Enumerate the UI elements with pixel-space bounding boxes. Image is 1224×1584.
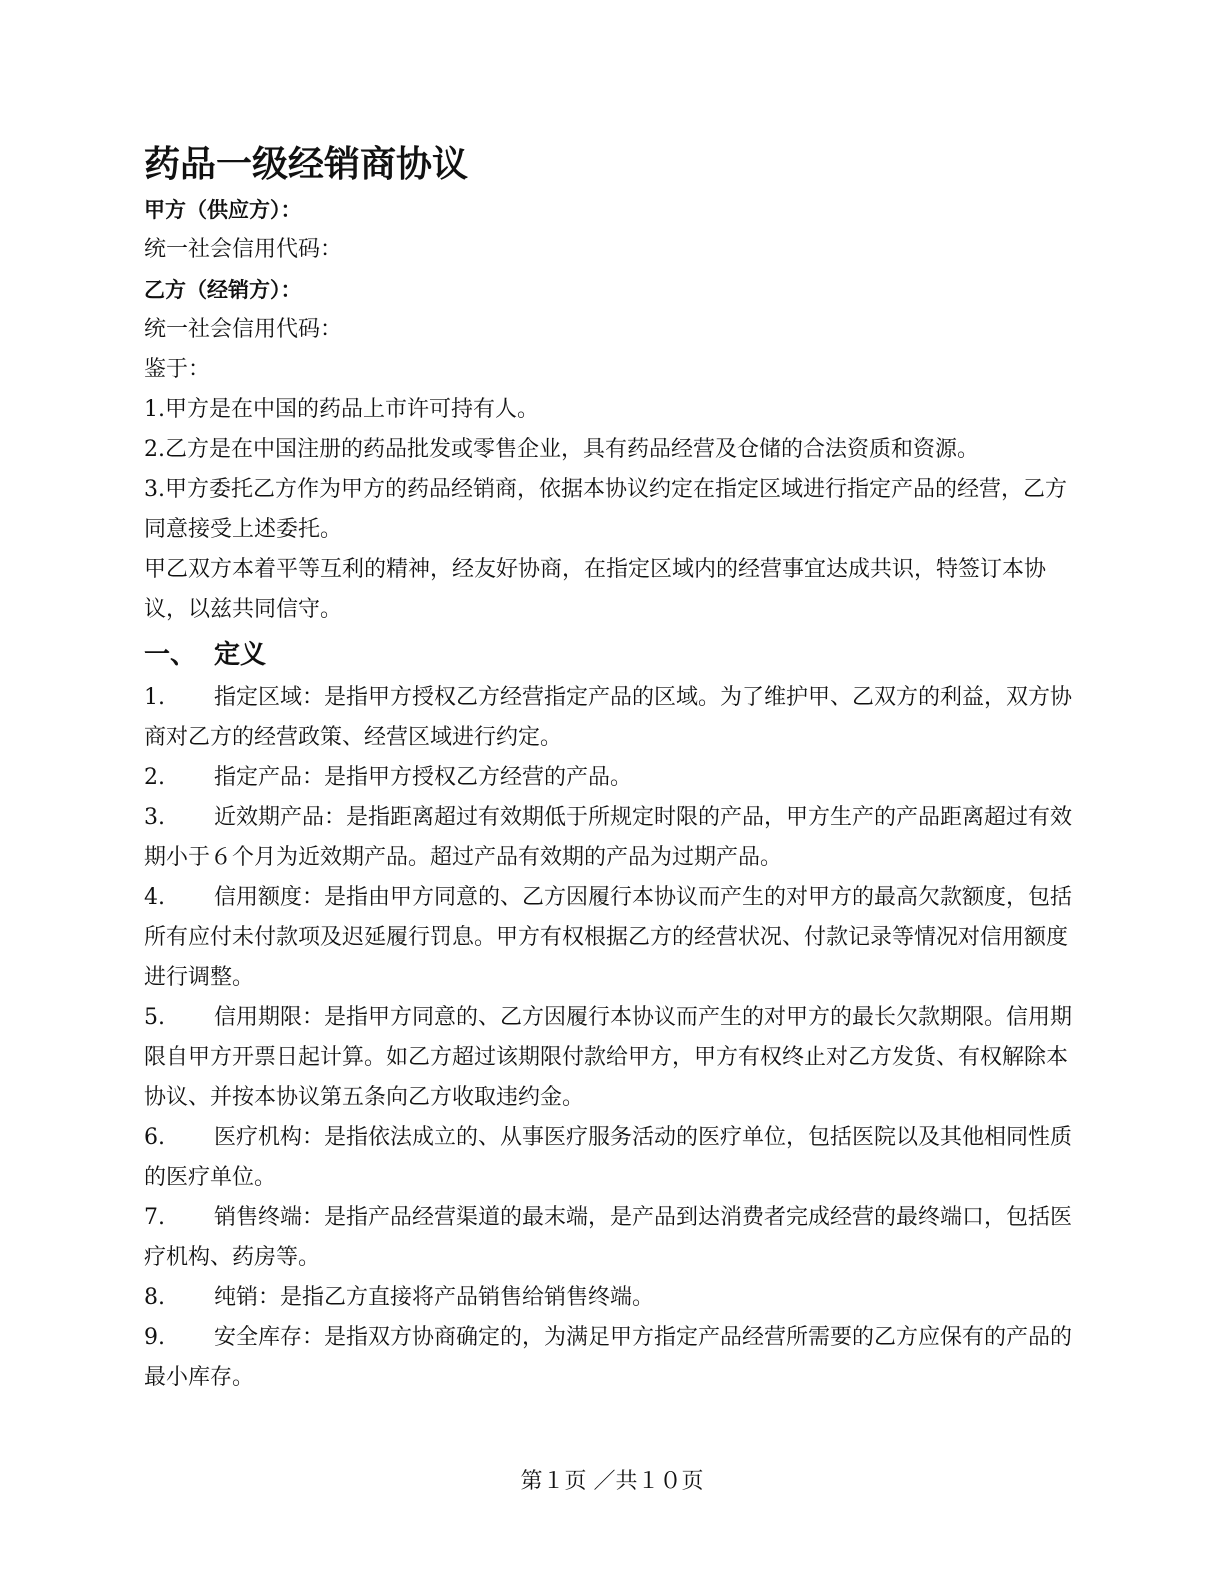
definition-text: 纯销：是指乙方直接将产品销售给销售终端。 — [214, 1285, 655, 1310]
whereas-heading: 鉴于： — [144, 357, 211, 382]
definition-number: 3. — [144, 805, 165, 830]
recital-3: 3.甲方委托乙方作为甲方的药品经销商，依据本协议约定在指定区域进行指定产品的经营，乙方同意接受上述委托。 — [144, 477, 1067, 542]
party-a-label: 甲方（供应方）： — [144, 198, 302, 222]
definition-number: 1. — [144, 685, 165, 710]
definition-number: 4. — [144, 885, 165, 910]
definition-text: 近效期产品：是指距离超过有效期低于所规定时限的产品，甲方生产的产品距离超过有效期小于６个月为近效期产品。超过产品有效期的产品为过期产品。 — [144, 805, 1073, 870]
definition-number: 2. — [144, 765, 165, 790]
definition-item — [144, 1318, 1084, 1398]
section-heading-definitions — [144, 632, 1084, 678]
section-title: 定义 — [214, 640, 267, 670]
definition-item — [144, 998, 1084, 1118]
recital-1: 1.甲方是在中国的药品上市许可持有人。 — [144, 397, 539, 422]
definition-item — [144, 798, 1084, 878]
definition-text: 销售终端：是指产品经营渠道的最末端，是产品到达消费者完成经营的最终端口，包括医疗机构、药房等。 — [144, 1205, 1073, 1270]
definition-text: 医疗机构：是指依法成立的、从事医疗服务活动的医疗单位，包括医院以及其他相同性质的医疗单位。 — [144, 1125, 1073, 1190]
page-footer: 第１页 ／共１０页 — [520, 1469, 704, 1494]
recital-2: 2.乙方是在中国注册的药品批发或零售企业，具有药品经营及仓储的合法资质和资源。 — [144, 437, 979, 462]
definition-number: 5. — [144, 1005, 165, 1030]
party-a-credit-code: 统一社会信用代码： — [144, 237, 343, 262]
definition-number: 8. — [144, 1285, 165, 1310]
definition-number: 9. — [144, 1325, 165, 1350]
document-body — [144, 140, 1084, 1398]
definition-item — [144, 1198, 1084, 1278]
definition-text: 信用期限：是指甲方同意的、乙方因履行本协议而产生的对甲方的最长欠款期限。信用期限自甲方开票日起计算。如乙方超过该期限付款给甲方，甲方有权终止对乙方发货、有权解除本协议、并按本协议第五条向乙方收取违约金。 — [144, 1005, 1073, 1110]
definition-item — [144, 1278, 1084, 1318]
party-b-label: 乙方（经销方）： — [144, 278, 302, 302]
document-title: 药品一级经销商协议 — [144, 144, 469, 185]
party-b-credit-code: 统一社会信用代码： — [144, 317, 343, 342]
definition-number: 7. — [144, 1205, 165, 1230]
definition-text: 指定产品：是指甲方授权乙方经营的产品。 — [214, 765, 633, 790]
definition-text: 安全库存：是指双方协商确定的，为满足甲方指定产品经营所需要的乙方应保有的产品的最小库存。 — [144, 1325, 1073, 1390]
definition-item — [144, 678, 1084, 758]
definition-item — [144, 878, 1084, 998]
definition-text: 指定区域：是指甲方授权乙方经营指定产品的区域。为了维护甲、乙双方的利益，双方协商对乙方的经营政策、经营区域进行约定。 — [144, 685, 1073, 750]
definition-text: 信用额度：是指由甲方同意的、乙方因履行本协议而产生的对甲方的最高欠款额度，包括所有应付未付款项及迟延履行罚息。甲方有权根据乙方的经营状况、付款记录等情况对信用额度进行调整。 — [144, 885, 1073, 990]
preamble: 甲乙双方本着平等互利的精神，经友好协商，在指定区域内的经营事宜达成共识，特签订本协议，以兹共同信守。 — [144, 557, 1047, 622]
section-number: 一、 — [144, 640, 197, 670]
definition-number: 6. — [144, 1125, 165, 1150]
definition-item — [144, 1118, 1084, 1198]
definition-item — [144, 758, 1084, 798]
